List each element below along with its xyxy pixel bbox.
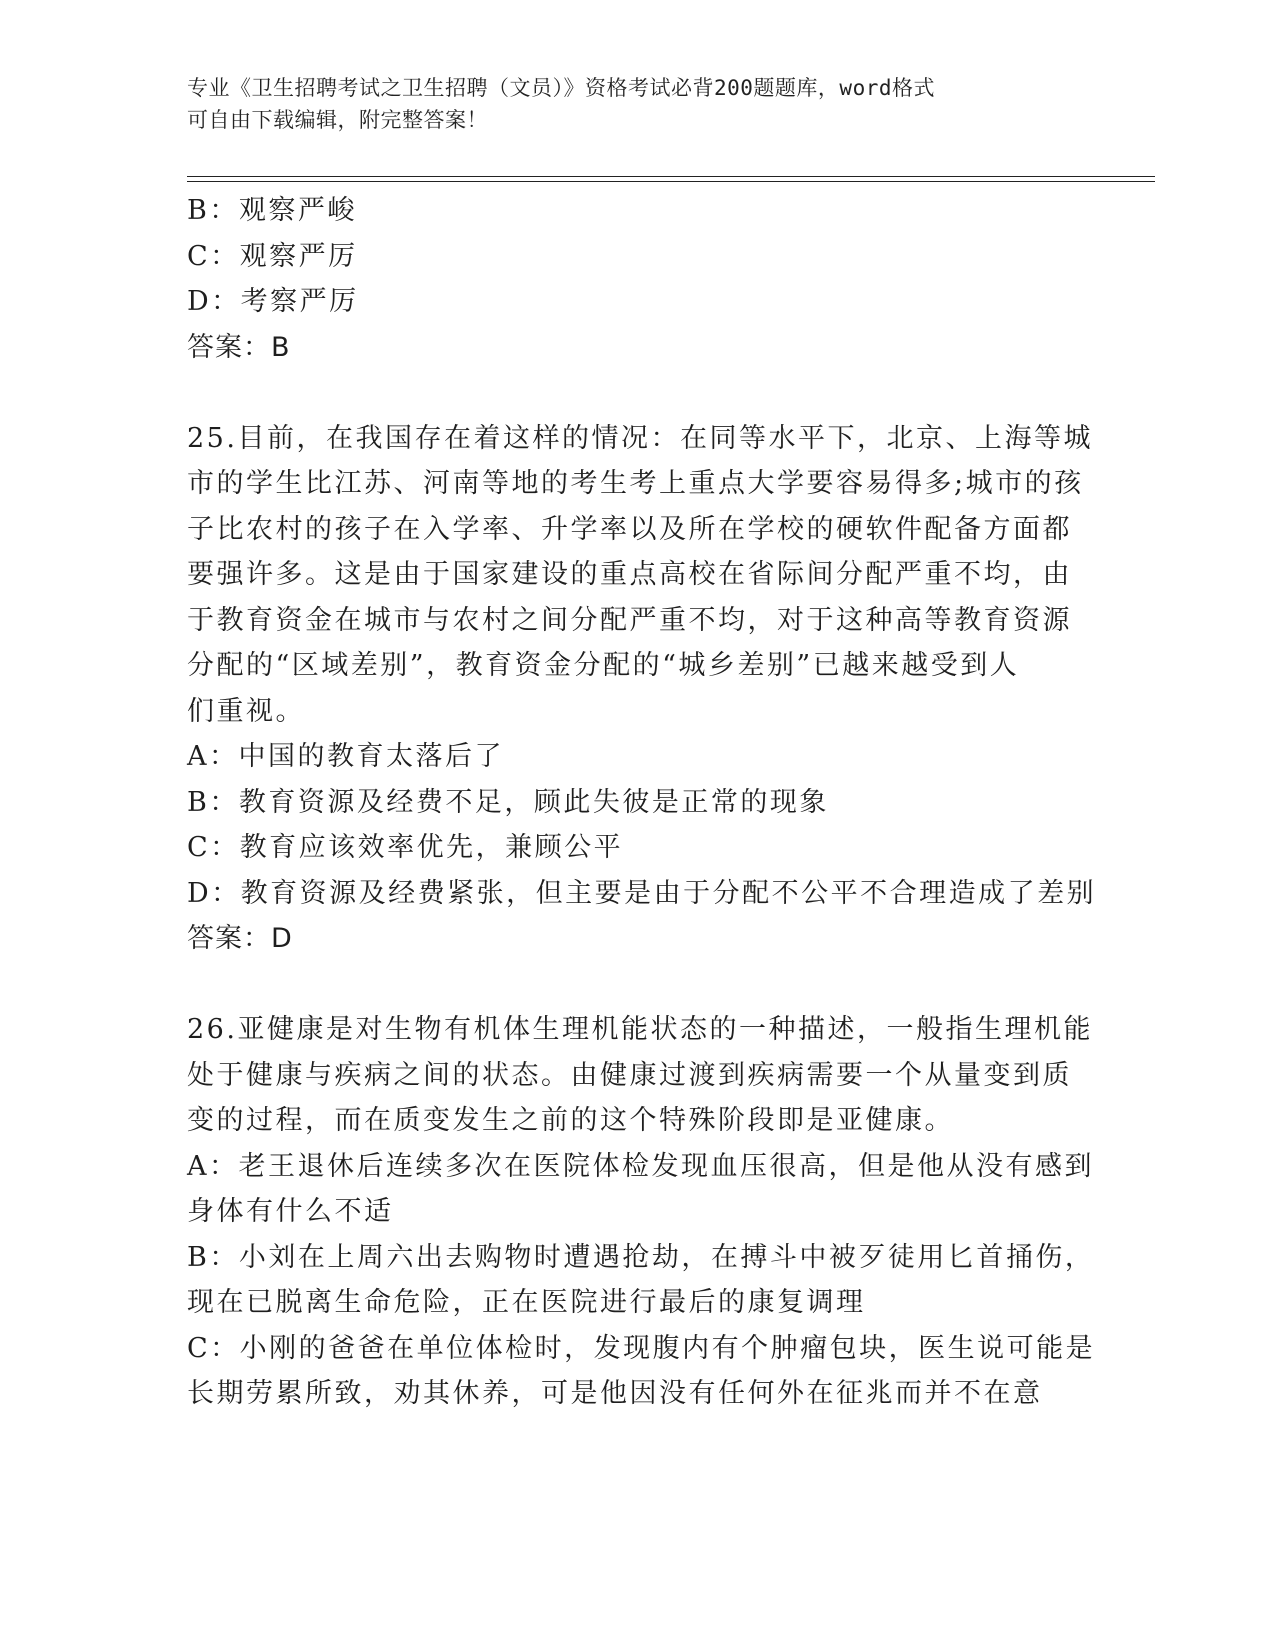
option-b-continued: 现在已脱离生命危险，正在医院进行最后的康复调理 — [187, 1287, 866, 1318]
option-a: A：中国的教育太落后了 — [187, 741, 504, 772]
question-stem-line: 25.目前，在我国存在着这样的情况：在同等水平下，北京、上海等城 — [187, 422, 1093, 454]
question-stem-line: 变的过程，而在质变发生之前的这个特殊阶段即是亚健康。 — [187, 1105, 954, 1136]
previous-question-block — [187, 188, 1087, 370]
question-stem-line: 们重视。 — [187, 695, 305, 727]
option-a-continued: 身体有什么不适 — [187, 1196, 394, 1227]
header-divider-top — [187, 176, 1155, 177]
option-b: B：教育资源及经费不足，顾此失彼是正常的现象 — [187, 786, 829, 818]
header-divider-bottom — [187, 181, 1155, 182]
option-d: D：考察严厉 — [187, 286, 359, 317]
spacer — [187, 962, 1087, 1008]
option-c: C：观察严厉 — [187, 240, 358, 272]
document-body — [187, 188, 1097, 1417]
option-a: A：老王退休后连续多次在医院体检发现血压很高，但是他从没有感到 — [187, 1150, 1094, 1182]
question-stem-line: 于教育资金在城市与农村之间分配严重不均，对于这种高等教育资源 — [187, 604, 1072, 636]
answer-line: 答案：D — [187, 923, 293, 954]
option-c: C：教育应该效率优先，兼顾公平 — [187, 832, 624, 863]
header-title-line-2: 可自由下载编辑，附完整答案！ — [187, 108, 488, 132]
header-title-line-1: 专业《卫生招聘考试之卫生招聘（文员）》资格考试必背200题题库，word格式 — [187, 76, 935, 100]
question-stem-line: 26.亚健康是对生物有机体生理机能状态的一种描述，一般指生理机能 — [187, 1014, 1093, 1045]
option-c: C：小刚的爸爸在单位体检时，发现腹内有个肿瘤包块，医生说可能是 — [187, 1332, 1096, 1364]
question-stem-line: 子比农村的孩子在入学率、升学率以及所在学校的硬软件配备方面都 — [187, 513, 1072, 545]
answer-line: 答案：B — [187, 331, 291, 363]
document-header — [187, 72, 1087, 136]
question-stem-line: 分配的“区域差别”，教育资金分配的“城乡差别”已越来越受到人 — [187, 650, 1020, 681]
spacer — [187, 370, 1087, 416]
option-c-continued: 长期劳累所致，劝其休养，可是他因没有任何外在征兆而并不在意 — [187, 1378, 1043, 1409]
question-stem-line: 要强许多。这是由于国家建设的重点高校在省际间分配严重不均，由 — [187, 559, 1072, 590]
question-26-block — [187, 1007, 1096, 1417]
question-25-block — [187, 416, 1097, 962]
question-stem-line: 市的学生比江苏、河南等地的考生考上重点大学要容易得多;城市的孩 — [187, 468, 1084, 499]
option-d: D：教育资源及经费紧张，但主要是由于分配不公平不合理造成了差别 — [187, 877, 1097, 909]
question-stem-line: 处于健康与疾病之间的状态。由健康过渡到疾病需要一个从量变到质 — [187, 1059, 1072, 1091]
option-b: B：观察严峻 — [187, 195, 357, 226]
option-b: B：小刘在上周六出去购物时遭遇抢劫，在搏斗中被歹徒用匕首捅伤， — [187, 1241, 1095, 1273]
